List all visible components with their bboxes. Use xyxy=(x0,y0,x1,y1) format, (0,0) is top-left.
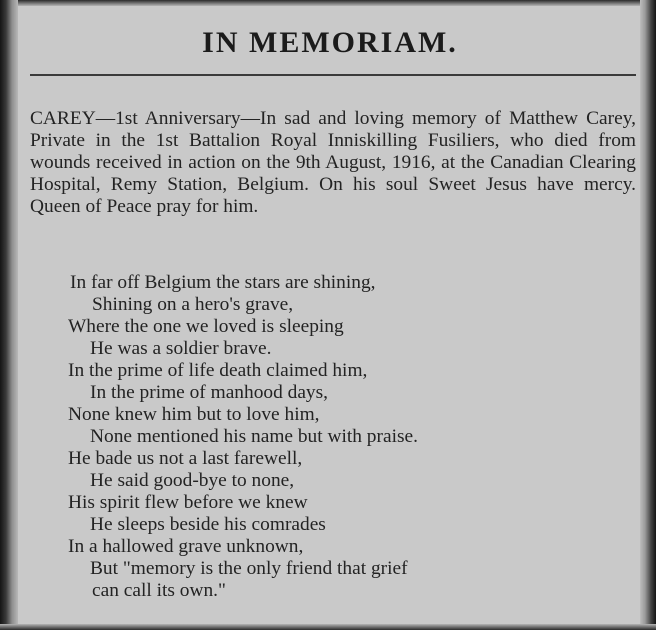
poem-line: can call its own." xyxy=(92,580,226,601)
scan-edge-left xyxy=(0,0,18,630)
scan-edge-top xyxy=(0,0,656,6)
poem-line: In a hallowed grave unknown, xyxy=(68,536,304,557)
poem-line: He sleeps beside his comrades xyxy=(90,514,326,535)
poem-line: He bade us not a last farewell, xyxy=(68,448,303,469)
poem-line: He was a soldier brave. xyxy=(90,338,272,359)
poem-line: His spirit flew before we knew xyxy=(68,492,308,513)
poem-line: Where the one we loved is sleeping xyxy=(68,316,344,337)
heading-rule xyxy=(30,74,636,76)
memorial-notice: CAREY—1st Anniversary—In sad and loving memory of Matthew Carey, Private in the 1st Battalion Royal Inniskilling Fusiliers, who died from wounds received in action on the 9th August, 1916, at the Canadian Clearing Hospital, Remy Station, Belgium. On his soul Sweet Jesus have mercy. Queen of Peace pray for him. xyxy=(30,108,636,217)
poem-line: In the prime of life death claimed him, xyxy=(68,360,368,381)
poem-line: Shining on a hero's grave, xyxy=(92,294,294,315)
scan-edge-bottom xyxy=(0,624,656,630)
poem-line: None mentioned his name but with praise. xyxy=(90,426,418,447)
section-heading: IN MEMORIAM. xyxy=(202,26,458,59)
poem-line: In the prime of manhood days, xyxy=(90,382,329,403)
poem-line: In far off Belgium the stars are shining, xyxy=(70,272,376,293)
memorial-poem xyxy=(30,272,636,602)
poem-line: None knew him but to love him, xyxy=(68,404,320,425)
poem-line: But "memory is the only friend that grief xyxy=(90,558,408,579)
scan-edge-right xyxy=(640,0,656,630)
poem-line: He said good-bye to none, xyxy=(90,470,295,491)
